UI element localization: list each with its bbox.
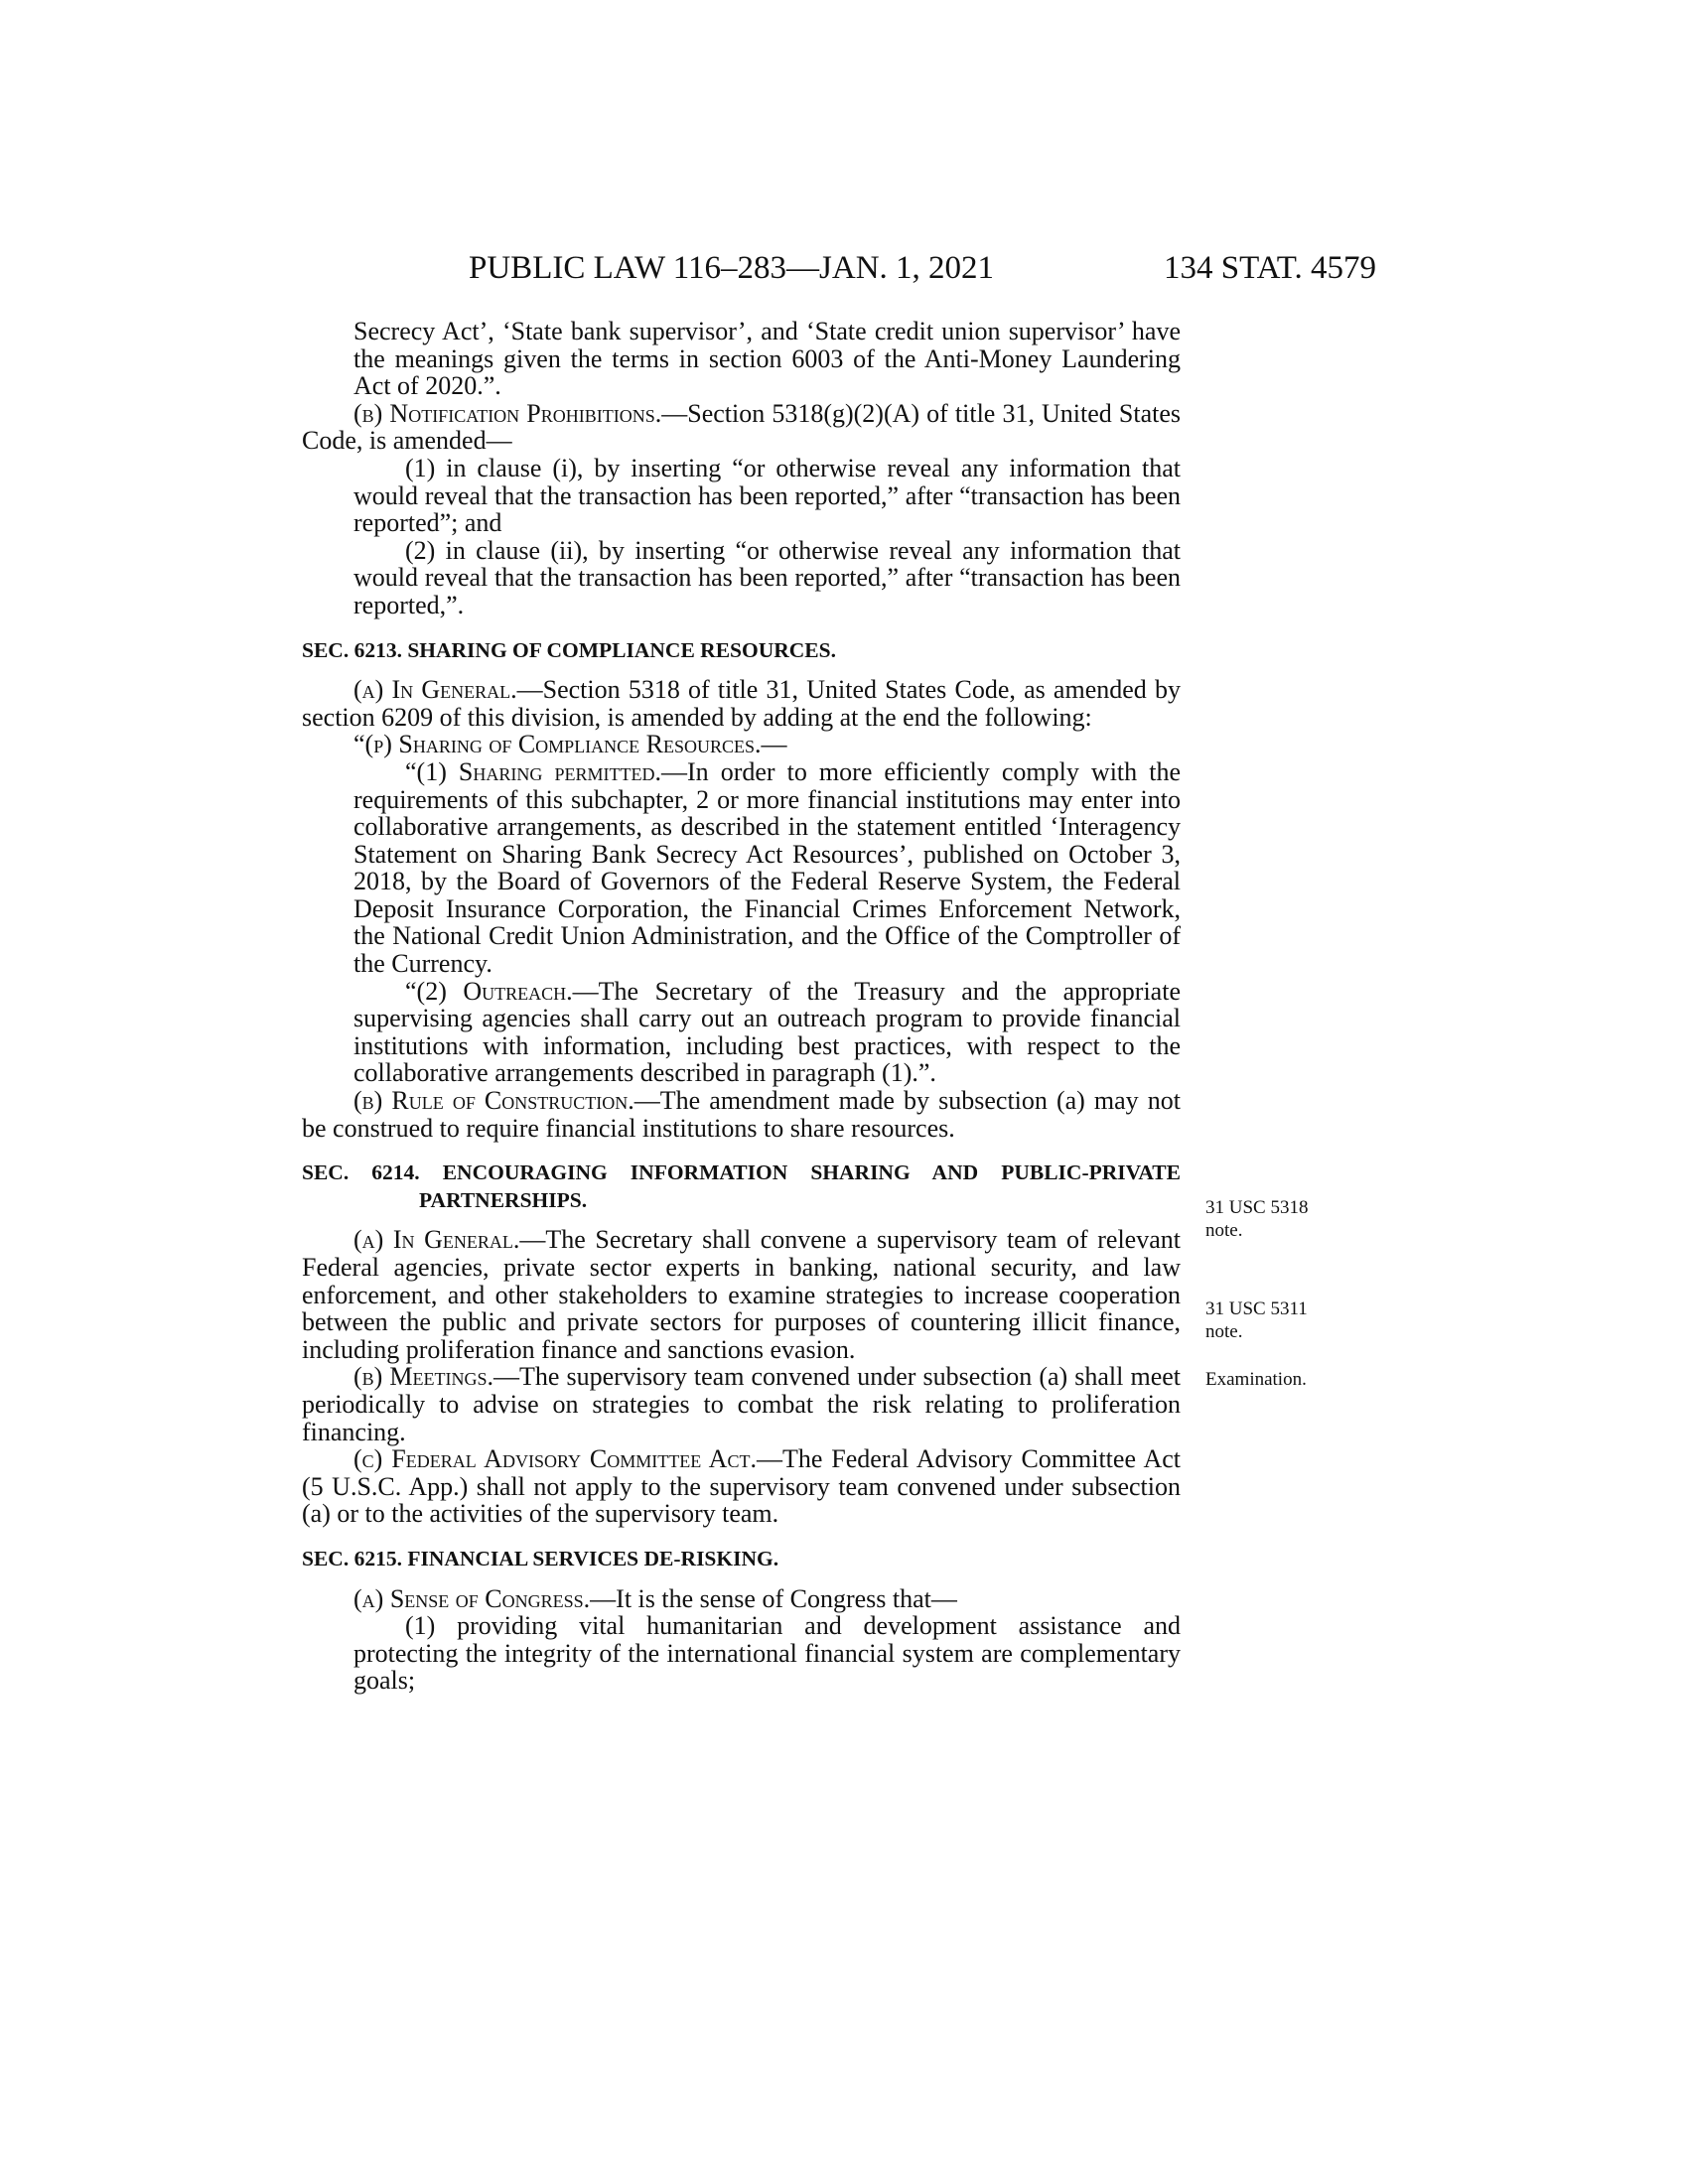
paragraph-heading: (b) Notification Prohibitions. xyxy=(353,398,662,428)
paragraph-heading: “(p) Sharing of Compliance Resources. xyxy=(353,730,762,759)
paragraph-text: —The Secretary shall convene a supervisory team of relevant Federal agencies, private sector experts in banking, national security, and law enforcement, and other stakeholders to examine strategies to increase cooperation between the public and private sectors for purposes of countering illicit finance, including proliferation finance and sanctions evasion. xyxy=(302,1225,1181,1364)
section-heading-6215: SEC. 6215. FINANCIAL SERVICES DE-RISKING. xyxy=(302,1546,779,1570)
paragraph xyxy=(302,1445,1181,1528)
paragraph-heading: (b) Meetings. xyxy=(353,1362,494,1392)
running-title: PUBLIC LAW 116–283—JAN. 1, 2021 xyxy=(469,250,995,286)
paragraph-text: —The Secretary of the Treasury and the appropriate supervising agencies shall carry out an outreach program to provide financial institutions with information, including best practices, with respect to the collaborative arrangements described in paragraph (1).”. xyxy=(353,976,1181,1088)
paragraph-text: —The Federal Advisory Committee Act (5 U.S.C. App.) shall not apply to the supervisory team convened under subsection (a) or to the activities of the supervisory team. xyxy=(302,1444,1182,1529)
paragraph-text: —The amendment made by subsection (a) may not be construed to require financial institutions to share resources. xyxy=(302,1086,1181,1143)
paragraph-heading: “(2) Outreach. xyxy=(405,976,573,1006)
paragraph xyxy=(302,1585,1181,1613)
paragraph xyxy=(302,1363,1181,1445)
paragraph xyxy=(302,758,1181,978)
paragraph-heading: (b) Rule of Construction. xyxy=(353,1086,634,1116)
stat-page-number: 134 STAT. 4579 xyxy=(1163,250,1376,286)
paragraph-text: —Section 5318(g)(2)(A) of title 31, United States Code, is amended— xyxy=(302,398,1181,456)
document-body xyxy=(302,318,1181,1695)
margin-note-keyword: Examination. xyxy=(1205,1369,1307,1390)
paragraph xyxy=(302,1087,1181,1142)
paragraph-heading: (a) Sense of Congress. xyxy=(353,1583,591,1613)
paragraph-text: —The supervisory team convened under subsection (a) shall meet periodically to advise on strategies to combat the risk relating to proliferation financing. xyxy=(302,1362,1181,1446)
paragraph-text: —Section 5318 of title 31, United States Code, as amended by section 6209 of this division, is amended by adding at the end the following: xyxy=(302,675,1181,732)
page-header xyxy=(302,246,1376,290)
paragraph-heading: “(1) Sharing permitted. xyxy=(405,756,661,786)
margin-note-citation: 31 USC 5311 note. xyxy=(1205,1298,1308,1342)
paragraph: (2) in clause (ii), by inserting “or otherwise reveal any information that would reveal that the transaction has been reported,” after “transaction has been reported,”. xyxy=(353,535,1181,619)
paragraph xyxy=(302,400,1181,455)
paragraph-text: — xyxy=(761,730,787,759)
paragraph-heading: (a) In General. xyxy=(353,1225,520,1255)
paragraph-text: —It is the sense of Congress that— xyxy=(590,1583,957,1613)
paragraph: (1) in clause (i), by inserting “or otherwise reveal any information that would reveal that the transaction has been reported,” after “transaction has been reported”; and xyxy=(353,453,1181,538)
margin-note-citation: 31 USC 5318 note. xyxy=(1205,1197,1309,1241)
paragraph: (1) providing vital humanitarian and development assistance and protecting the integrity of the international financial system are complementary goals; xyxy=(353,1611,1181,1696)
paragraph: Secrecy Act’, ‘State bank supervisor’, and ‘State credit union supervisor’ have the meanings given the terms in section 6003 of the Anti-Money Laundering Act of 2020.”. xyxy=(353,317,1181,401)
paragraph-heading: (c) Federal Advisory Committee Act. xyxy=(353,1444,757,1474)
paragraph xyxy=(302,731,1181,758)
section-heading-6213: SEC. 6213. SHARING OF COMPLIANCE RESOURCES. xyxy=(302,637,836,662)
section-heading-6214: SEC. 6214. ENCOURAGING INFORMATION SHARING AND PUBLIC-PRIVATE PARTNERSHIPS. xyxy=(302,1160,1181,1212)
paragraph xyxy=(302,676,1181,731)
paragraph-heading: (a) In General. xyxy=(353,675,517,705)
paragraph-text: —In order to more efficiently comply with the requirements of this subchapter, 2 or more financial institutions may enter into collaborative arrangements, as described in the statement entitled ‘Interagency Statement on Sharing Bank Secrecy Act Resources’, published on October 3, 2018, by the Board of Governors of the Federal Reserve System, the Federal Deposit Insurance Corporation, the Financial Crimes Enforcement Network, the National Credit Union Administration, and the Office of the Comptroller of the Currency. xyxy=(353,756,1181,979)
paragraph xyxy=(302,978,1181,1087)
paragraph xyxy=(302,1226,1181,1363)
